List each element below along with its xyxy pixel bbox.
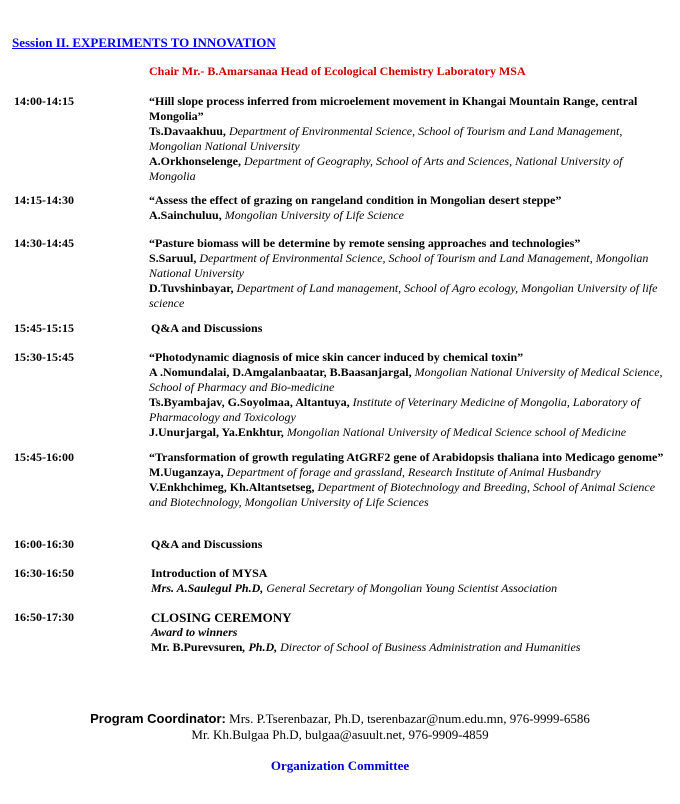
slot-content <box>149 193 667 223</box>
author-names: A.Orkhonselenge, <box>149 154 242 168</box>
slot-time: 15:45-15:15 <box>14 321 74 335</box>
speaker-name: Mrs. A.Saulegul Ph.D, <box>151 581 264 595</box>
author-names: A .Nomundalai, D.Amgalanbaatar, B.Baasanjargal, <box>149 365 412 379</box>
closing-subtitle: Award to winners <box>151 625 238 639</box>
talk-title: “Transformation of growth regulating AtGRF2 gene of Arabidopsis thaliana into Medicago genome” <box>149 450 664 464</box>
slot-time: 16:00-16:30 <box>14 537 74 551</box>
speaker-name: Mr. B.Purevsuren <box>151 640 243 654</box>
slot-time: 15:45-16:00 <box>14 450 74 464</box>
author-line <box>149 395 667 425</box>
author-affiliation: Department of Environmental Science, School of Tourism and Land Management, Mongolian National University <box>149 124 623 153</box>
session-title: Session II. EXPERIMENTS TO INNOVATION <box>12 35 276 50</box>
coordinator-line-1 <box>0 710 680 727</box>
author-line <box>149 425 667 440</box>
coordinator-secondary: Mr. Kh.Bulgaa Ph.D, bulgaa@asuult.net, 976-9909-4859 <box>191 727 489 742</box>
author-names: Ts.Byambajav, G.Soyolmaa, Altantuya, <box>149 395 350 409</box>
slot-content <box>149 94 667 184</box>
slot-content <box>149 450 667 510</box>
author-line <box>149 465 667 480</box>
slot-content <box>151 537 669 552</box>
speaker-line <box>151 640 669 655</box>
author-names: V.Enkhchimeg, Kh.Altantsetseg, <box>149 480 315 494</box>
slot-time: 15:30-15:45 <box>14 350 74 364</box>
author-affiliation: Department of Geography, School of Arts and Sciences, National University of Mongolia <box>149 154 623 183</box>
author-names: M.Uuganzaya, <box>149 465 224 479</box>
slot-time: 14:30-14:45 <box>14 236 74 250</box>
author-names: D.Tuvshinbayar, <box>149 281 234 295</box>
qa-title: Q&A and Discussions <box>151 537 263 551</box>
coordinator-label: Program Coordinator: <box>90 711 226 726</box>
talk-title: Introduction of MYSA <box>151 566 268 580</box>
author-names: J.Unurjargal, Ya.Enkhtur, <box>149 425 284 439</box>
slot-content <box>151 566 669 596</box>
author-affiliation: Mongolian University of Life Science <box>224 208 404 222</box>
talk-title: “Photodynamic diagnosis of mice skin cancer induced by chemical toxin” <box>149 350 524 364</box>
slot-time: 14:15-14:30 <box>14 193 74 207</box>
slot-time: 16:50-17:30 <box>14 610 74 624</box>
session-chair: Chair Mr.- B.Amarsanaa Head of Ecological Chemistry Laboratory MSA <box>149 64 526 78</box>
author-names: S.Saruul, <box>149 251 197 265</box>
slot-time: 16:30-16:50 <box>14 566 74 580</box>
author-line <box>149 281 667 311</box>
slot-content <box>151 610 669 655</box>
author-affiliation: Department of Environmental Science, School of Tourism and Land Management, Mongolian National University <box>149 251 649 280</box>
author-affiliation: Mongolian National University of Medical Science, School of Pharmacy and Bio-medicine <box>149 365 663 394</box>
qa-title: Q&A and Discussions <box>151 321 263 335</box>
author-affiliation: Department of Biotechnology and Breeding, School of Animal Science and Biotechnology, Mongolian University of Life Sciences <box>149 480 656 509</box>
slot-content <box>151 321 669 336</box>
author-affiliation: Mongolian National University of Medical Science school of Medicine <box>286 425 627 439</box>
talk-title: “Hill slope process inferred from microelement movement in Khangai Mountain Range, central Mongolia” <box>149 94 638 123</box>
speaker-role: Director of School of Business Administration and Humanities <box>280 640 581 654</box>
organization-committee: Organization Committee <box>270 758 410 773</box>
slot-time: 14:00-14:15 <box>14 94 74 108</box>
author-line <box>149 208 667 223</box>
author-line <box>149 124 667 154</box>
talk-title: “Pasture biomass will be determine by remote sensing approaches and technologies” <box>149 236 581 250</box>
speaker-degree: , Ph.D, <box>242 640 278 654</box>
closing-title: CLOSING CEREMONY <box>151 610 292 625</box>
author-names: Ts.Davaakhuu, <box>149 124 226 138</box>
slot-content <box>149 350 667 440</box>
author-affiliation: Department of Land management, School of Agro ecology, Mongolian University of life science <box>149 281 658 310</box>
author-names: A.Sainchuluu, <box>149 208 222 222</box>
coordinator-line-2 <box>0 726 680 743</box>
slot-content <box>149 236 667 311</box>
author-line <box>149 365 667 395</box>
author-line <box>149 480 667 510</box>
speaker-line <box>151 581 669 596</box>
speaker-role: General Secretary of Mongolian Young Scientist Association <box>266 581 558 595</box>
author-affiliation: Institute of Veterinary Medicine of Mongolia, Laboratory of Pharmacology and Toxicology <box>149 395 640 424</box>
talk-title: “Assess the effect of grazing on rangeland condition in Mongolian desert steppe” <box>149 193 562 207</box>
author-line <box>149 251 667 281</box>
author-affiliation: Department of forage and grassland, Research Institute of Animal Husbandry <box>226 465 601 479</box>
coordinator-primary: Mrs. P.Tserenbazar, Ph.D, tserenbazar@num.edu.mn, 976-9999-6586 <box>225 711 590 726</box>
author-line <box>149 154 667 184</box>
